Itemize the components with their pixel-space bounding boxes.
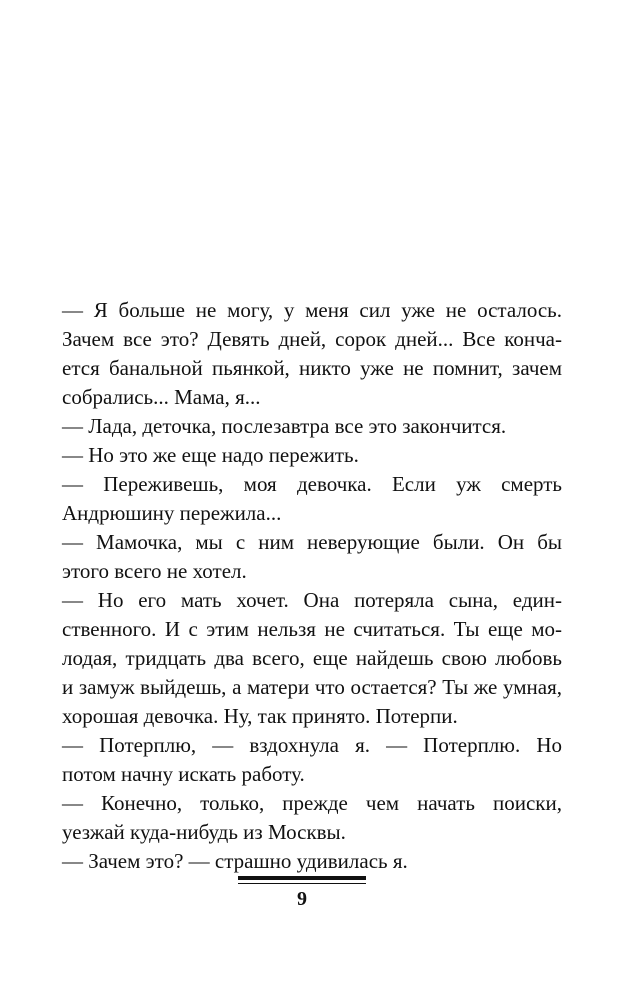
folio-rule-thick	[238, 876, 366, 880]
text-line: — Но это же еще надо пережить.	[62, 443, 359, 467]
text-line: — Зачем это? — страшно удивилась я.	[62, 849, 408, 873]
text-line: лодая, тридцать два всего, еще найдешь свою любовь	[62, 646, 562, 670]
text-line: — Мамочка, мы с ним неверующие были. Он бы	[62, 530, 562, 554]
text-line: — Потерплю, — вздохнула я. — Потерплю. Но	[62, 733, 562, 757]
text-line: — Лада, деточка, послезавтра все это закончится.	[62, 414, 507, 438]
page-number: 9	[297, 888, 307, 910]
text-line: — Но его мать хочет. Она потеряла сына, един-	[62, 588, 562, 612]
text-line: — Конечно, только, прежде чем начать поиски,	[62, 791, 562, 815]
body-text	[62, 296, 562, 876]
text-line: ственного. И с этим нельзя не считаться. Ты еще мо-	[62, 617, 562, 641]
text-line: — Переживешь, моя девочка. Если уж смерть	[62, 472, 562, 496]
text-line: собрались... Мама, я...	[62, 385, 261, 409]
text-line: и замуж выйдешь, а матери что остается? Ты же умная,	[62, 675, 562, 699]
text-line: ется банальной пьянкой, никто уже не помнит, зачем	[62, 356, 562, 380]
text-line: хорошая девочка. Ну, так принято. Потерпи.	[62, 704, 458, 728]
text-line: Андрюшину пережила...	[62, 501, 282, 525]
text-line: этого всего не хотел.	[62, 559, 247, 583]
text-line: потом начну искать работу.	[62, 762, 305, 786]
folio-rule-thin	[238, 883, 366, 884]
text-line: уезжай куда-нибудь из Москвы.	[62, 820, 346, 844]
text-line: — Я больше не могу, у меня сил уже не осталось.	[62, 298, 562, 322]
text-line: Зачем все это? Девять дней, сорок дней... Все конча-	[62, 327, 562, 351]
